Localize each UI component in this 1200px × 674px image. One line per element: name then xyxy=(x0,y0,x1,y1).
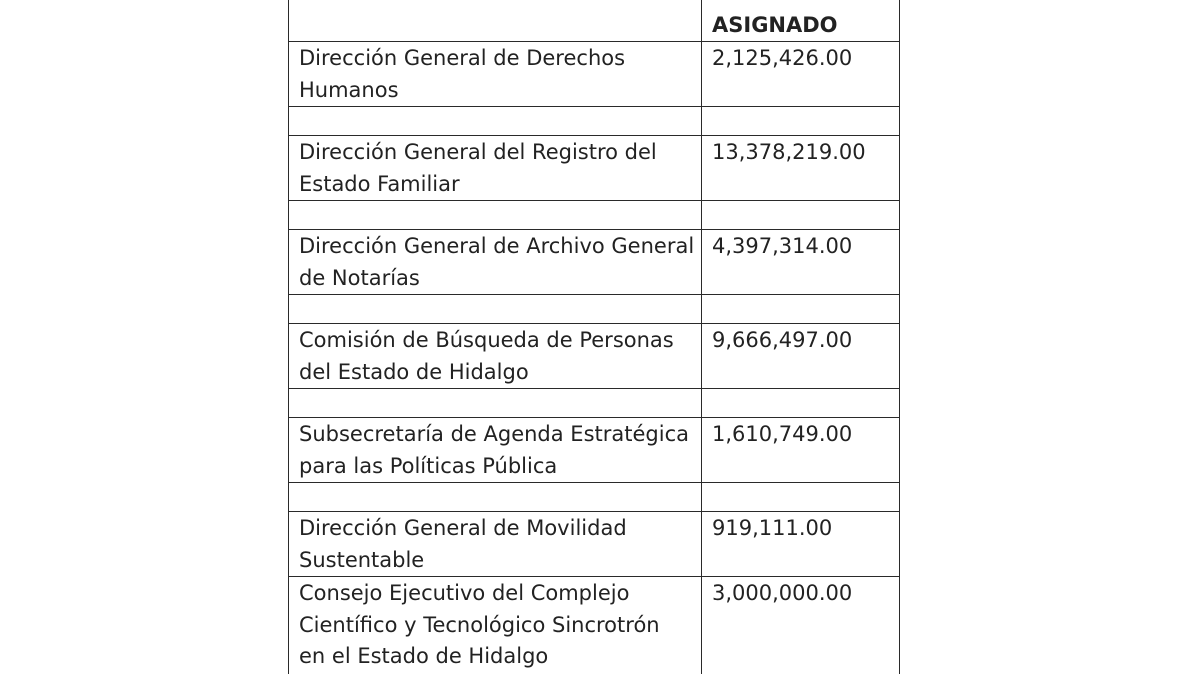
spacer-row xyxy=(289,295,900,324)
table-row xyxy=(289,42,900,107)
spacer-row xyxy=(289,389,900,418)
spacer-row xyxy=(289,483,900,512)
agency-name-cell xyxy=(289,512,702,577)
agency-name-line: Científico y Tecnológico Sincrotrón xyxy=(299,612,660,637)
agency-name-cell xyxy=(289,577,702,674)
agency-name-line: para las Políticas Pública xyxy=(299,453,558,478)
agency-name-line: de Notarías xyxy=(299,265,420,290)
amount-cell: 9,666,497.00 xyxy=(702,324,900,389)
agency-name-line: Subsecretaría de Agenda Estratégica xyxy=(299,422,689,446)
amount-cell: 4,397,314.00 xyxy=(702,230,900,295)
table-row xyxy=(289,512,900,577)
table-row xyxy=(289,136,900,201)
table-row xyxy=(289,418,900,483)
budget-table xyxy=(288,0,900,674)
agency-name-line: Dirección General de Movilidad xyxy=(299,516,627,540)
amount-cell: 1,610,749.00 xyxy=(702,418,900,483)
agency-name-line: Dirección General del Registro del xyxy=(299,140,657,164)
table-row xyxy=(289,577,900,674)
agency-name-line: del Estado de Hidalgo xyxy=(299,359,529,384)
table-row xyxy=(289,230,900,295)
header-amount-cell: ASIGNADO xyxy=(702,0,900,42)
agency-name-cell xyxy=(289,230,702,295)
spacer-row xyxy=(289,201,900,230)
agency-name-line: Dirección General de Derechos xyxy=(299,46,626,70)
table-header-row xyxy=(289,0,900,42)
header-name-cell xyxy=(289,0,702,42)
amount-cell: 2,125,426.00 xyxy=(702,42,900,107)
agency-name-cell xyxy=(289,418,702,483)
agency-name-line: Estado Familiar xyxy=(299,171,460,196)
agency-name-cell xyxy=(289,42,702,107)
amount-cell: 3,000,000.00 xyxy=(702,577,900,674)
agency-name-line: en el Estado de Hidalgo xyxy=(299,644,549,668)
agency-name-line: Comisión de Búsqueda de Personas xyxy=(299,328,674,352)
agency-name-line: Sustentable xyxy=(299,547,425,572)
table-row xyxy=(289,324,900,389)
agency-name-line: Dirección General de Archivo General xyxy=(299,234,695,258)
agency-name-cell xyxy=(289,324,702,389)
agency-name-line: Consejo Ejecutivo del Complejo xyxy=(299,581,630,605)
amount-cell: 13,378,219.00 xyxy=(702,136,900,201)
spacer-row xyxy=(289,107,900,136)
agency-name-cell xyxy=(289,136,702,201)
agency-name-line: Humanos xyxy=(299,77,399,102)
amount-cell: 919,111.00 xyxy=(702,512,900,577)
